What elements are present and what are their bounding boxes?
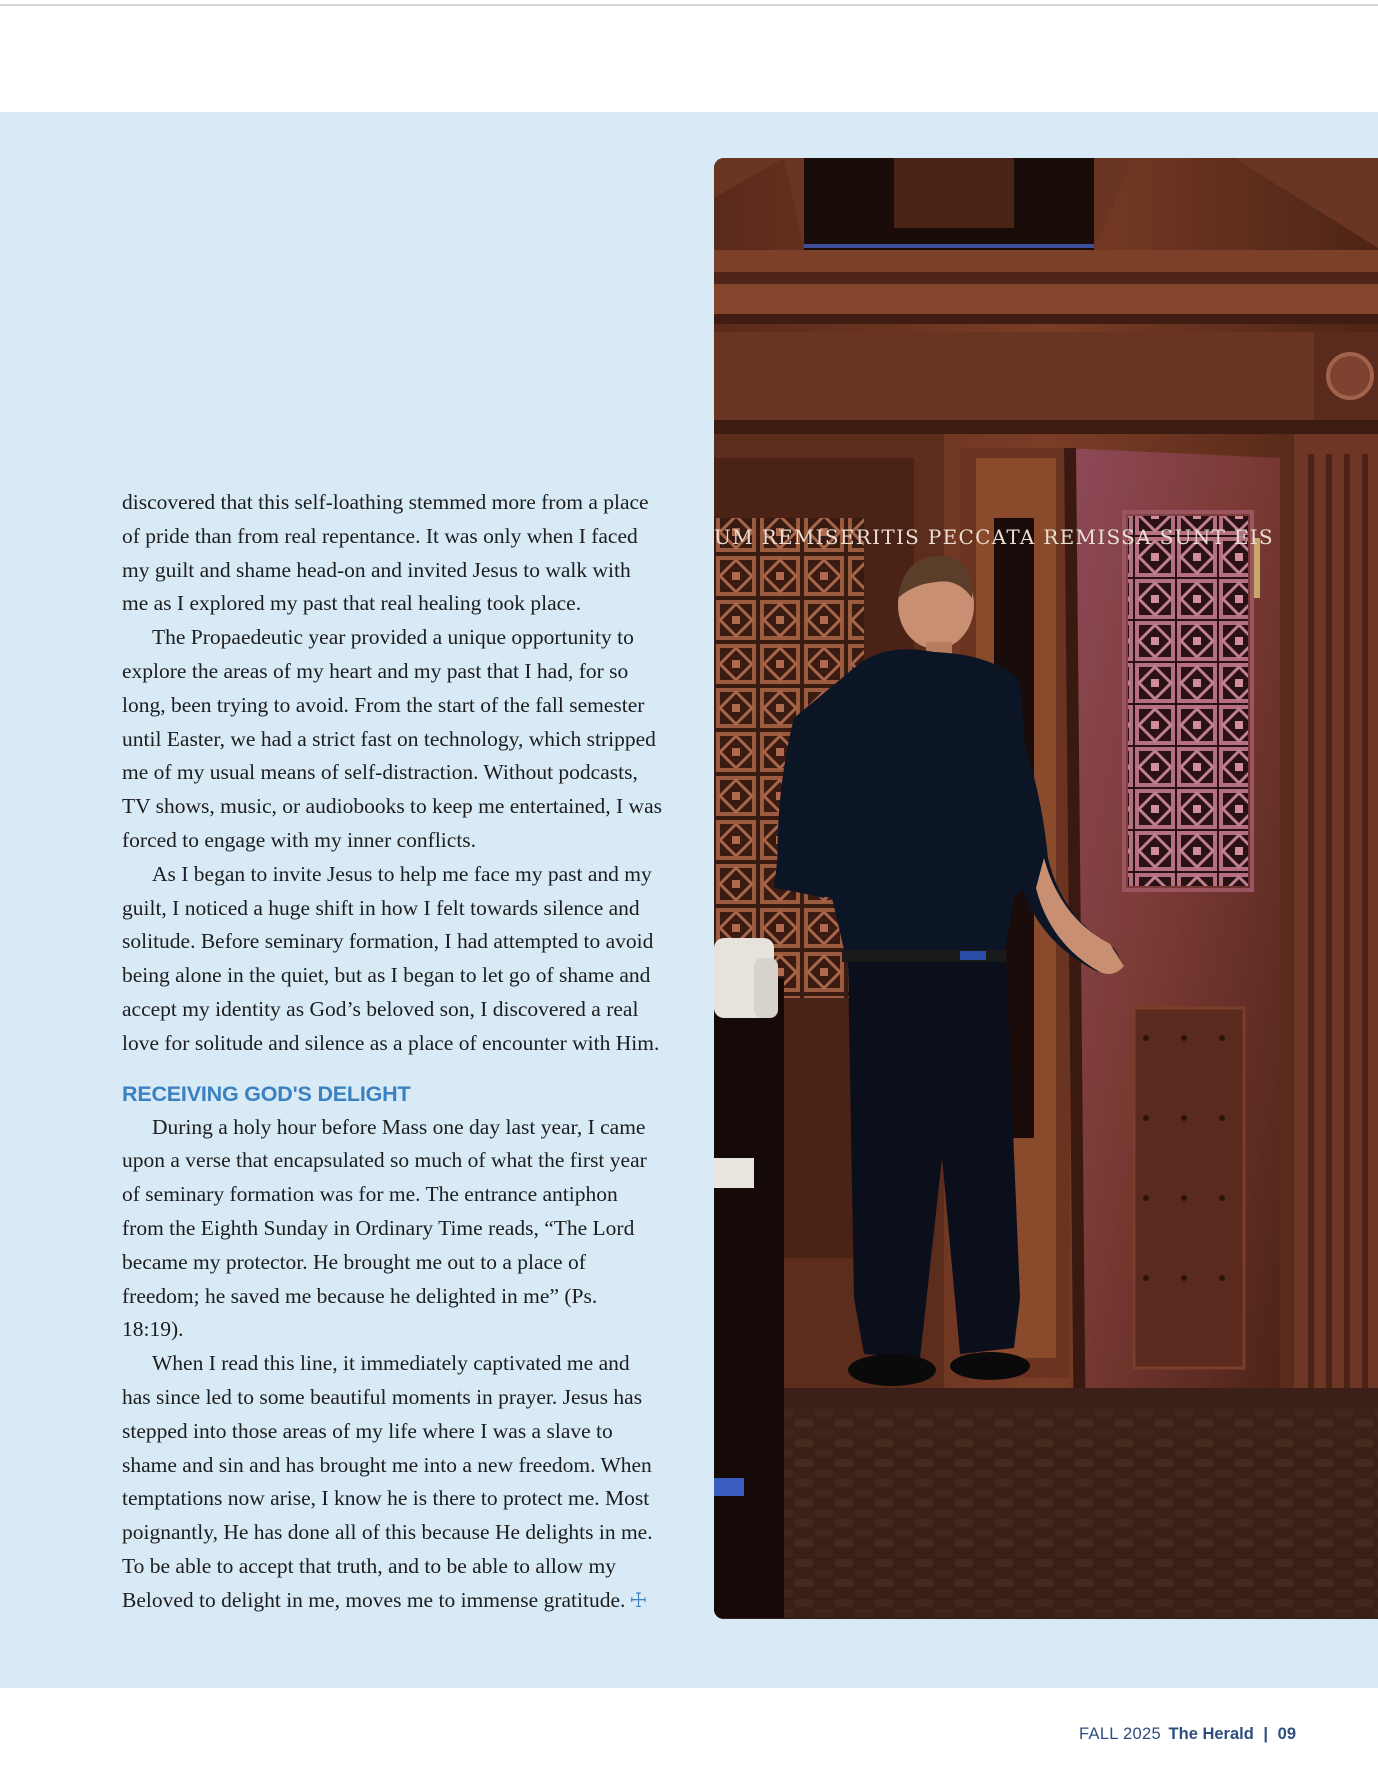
top-rule xyxy=(0,4,1378,6)
article-paragraph: During a holy hour before Mass one day last year, I came upon a verse that encapsulated so much of what the first year of seminary formation was for me. The entrance antiphon from the Eighth Sunday in Ordinary Time reads, “The Lord became my protector. He brought me out to a place of freedom; he saved me because he delighted in me” (Ps. 18:19). xyxy=(122,1114,647,1342)
article-paragraph: discovered that this self-loathing stemmed more from a place of pride than from real repentance. It was only when I faced my guilt and shame head-on and invited Jesus to walk with me as I explored my past that real healing took place. xyxy=(122,490,649,616)
confessional-photo xyxy=(714,158,1378,1619)
article-paragraph-text: When I read this line, it immediately captivated me and has since led to some beautiful moments in prayer. Jesus has stepped into those areas of my life where I was a slave to shame and sin and has brought me into a new freedom. When temptations now arise, I know he is there to protect me. Most poignantly, He has done all of this because He delights in me. To be able to accept that truth, and to be able to allow my Beloved to delight in me, moves me to immense gratitude. xyxy=(122,1351,653,1612)
end-mark-cross-icon: ☩ xyxy=(629,1587,648,1612)
article-paragraph: The Propaedeutic year provided a unique opportunity to explore the areas of my heart and my past that I had, for so long, been trying to avoid. From the start of the fall semester until Easter, we had a strict fast on technology, which stripped me of my usual means of self-distraction. Without podcasts, TV shows, music, or audiobooks to keep me entertained, I was forced to engage with my inner conflicts. xyxy=(122,625,662,852)
footer-page-number: 09 xyxy=(1277,1725,1296,1743)
footer-separator: | xyxy=(1263,1725,1269,1743)
footer-season: FALL 2025 xyxy=(1079,1725,1161,1743)
page-footer xyxy=(1079,1725,1296,1744)
confessional-illustration xyxy=(714,158,1378,1619)
article-paragraph xyxy=(122,1347,662,1617)
article-paragraph: As I began to invite Jesus to help me face my past and my guilt, I noticed a huge shift in how I felt towards silence and solitude. Before seminary formation, I had attempted to avoid being alone in the quiet, but as I began to let go of shame and accept my identity as God’s beloved son, I discovered a real love for solitude and silence as a place of encounter with Him. xyxy=(122,861,660,1055)
confessional-inscription: UM REMISERITIS PECCATA REMISSA SUNT EIS xyxy=(714,525,1274,549)
section-heading: RECEIVING GOD'S DELIGHT xyxy=(122,1081,411,1106)
footer-magazine-title: The Herald xyxy=(1168,1725,1254,1743)
article-body xyxy=(122,486,662,1618)
